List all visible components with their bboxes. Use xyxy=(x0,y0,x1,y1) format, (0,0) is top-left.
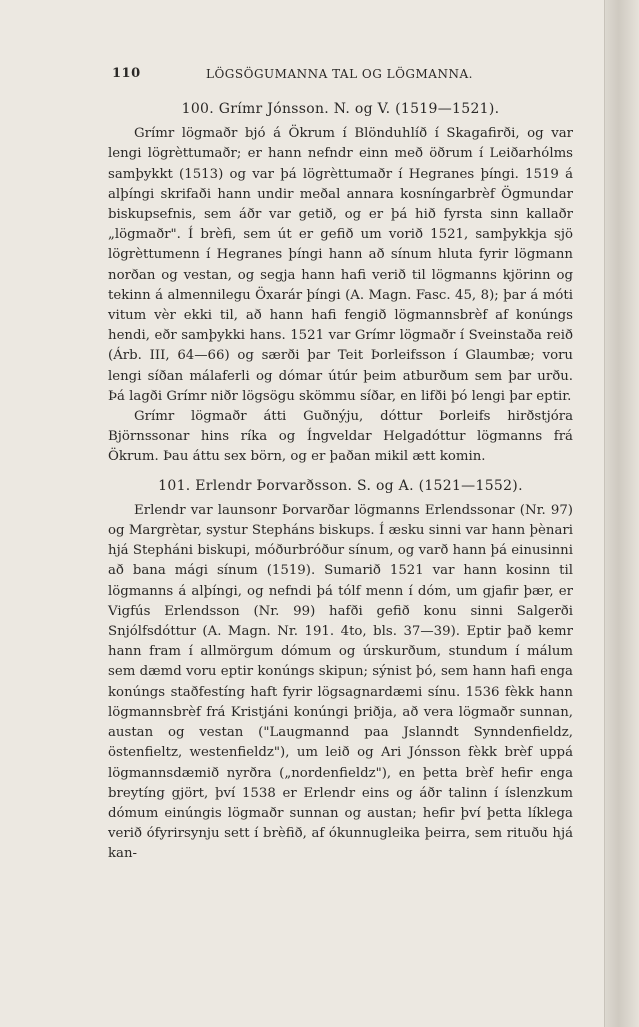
paragraph: Grímr lögmaðr átti Guðnýju, dóttur Þorleifs hirðstjóra Björnssonar hins ríka og Íngveldar Helgadóttur lögmanns frá Ökrum. Þau áttu sex börn, og er þaðan mikil ætt komin. xyxy=(108,409,573,465)
section-title: 101. Erlendr Þorvarðsson. S. og A. (1521—1552). xyxy=(158,477,523,494)
paragraph: Grímr lögmaðr bjó á Ökrum í Blönduhlíð í Skagafirði, og var lengi lögrèttumaðr; er hann nefndr einn með öðrum í Leiðarhólms samþykkt (1513) og var þá lögrèttumaðr í Hegranes þíngi. 1519 á alþíngi skrifaði hann undir meðal annara kosníngarbrèf Ögmundar biskupsefnis, sem áðr var getið, og er þá hið fyrsta sinn kallaðr „lögmaðr". Í brèfi, sem út er gefið um vorið 1521, samþykkja sjö lögrèttumenn í Hegranes þíngi hann að sínum hluta fyrir lögmann norðan og vestan, og segja hann hafi verið til lögmanns kjörinn og tekinn á almennilegu Öxarár þíngi (A. Magn. Fasc. 45, 8); þar á móti vitum vèr ekki til, að hann hafi fengið lögmannsbrèf af konúngs hendi, eðr samþykki hans. 1521 var Grímr lögmaðr í Sveinstaða reið (Árb. III, 64—66) og særði þar Teit Þorleifsson í Glaumbæ; voru lengi síðan málaferli og dómar útúr þeim atburðum sem þar urðu. Þá lagði Grímr niðr lögsögu skömmu síðar, en lifði þó lengi þar eptir. xyxy=(108,126,573,404)
paragraph: Erlendr var launsonr Þorvarðar lögmanns Erlendssonar (Nr. 97) og Margrètar, systur Stepháns biskups. Í æsku sinni var hann þènari hjá Stepháni biskupi, móðurbróður sínum, og varð hann þá einusinni að bana mági sínum (1519). Sumarið 1521 var hann kosinn til lögmanns á alþíngi, og nefndi þá tólf menn í dóm, um gjafir þær, er Vigfús Erlendsson (Nr. 99) hafði gefið konu sinni Salgerði Snjólfsdóttur (A. Magn. Nr. 191. 4to, bls. 37—39). Eptir það kemr hann fram í allmörgum dómum og úrskurðum, stundum í málum sem dæmd voru eptir konúngs skipun; sýnist þó, sem hann hafi enga konúngs staðfestíng haft fyrir lögsagnardæmi sínu. 1536 fèkk hann lögmannsbrèf frá Kristjáni konúngi þriðja, að vera lögmaðr sunnan, austan og vestan ("Laugmannd paa Jslanndt Synndenfieldz, östenfieltz, westenfieldz"), um leið og Ari Jónsson fèkk brèf uppá lögmannsdæmið nyrðra („nordenfieldz"), en þetta brèf hefir enga breytíng gjört, því 1538 er Erlendr eins og áðr talinn í íslenzkum dómum einúngis lögmaðr sunnan og austan; hefir því þetta líklega verið ófyrirsynju sett í brèfið, af ókunnugleika þeirra, sem rituðu hjá kan- xyxy=(108,502,573,862)
page-number: 110 xyxy=(112,66,141,81)
page-edge xyxy=(604,0,639,1027)
running-title: LÖGSÖGUMANNA TAL OG LÖGMANNA. xyxy=(206,67,473,81)
section-title: 100. Grímr Jónsson. N. og V. (1519—1521). xyxy=(181,101,500,117)
page-header xyxy=(112,66,532,86)
body-text xyxy=(108,99,573,865)
